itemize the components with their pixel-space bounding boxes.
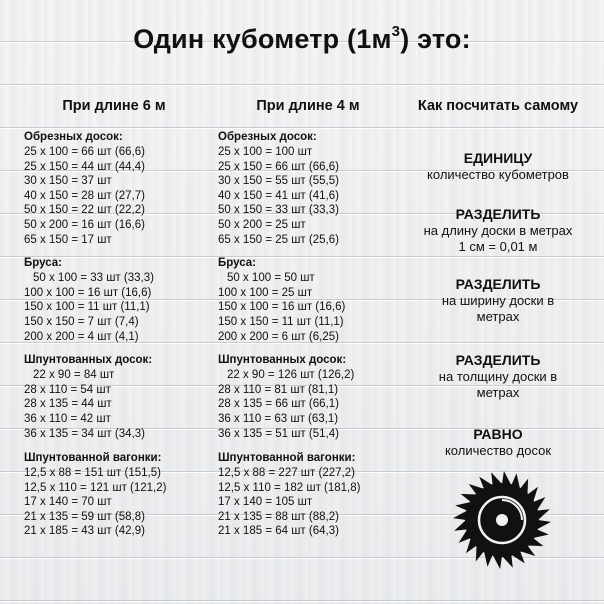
step-unit bbox=[400, 150, 596, 183]
list-item: 36 x 135 = 34 шт (34,3) bbox=[24, 427, 145, 440]
list-item: 12,5 x 110 = 182 шт (181,8) bbox=[218, 481, 361, 494]
list-item: 36 x 110 = 42 шт bbox=[24, 412, 111, 425]
step-text: количество кубометров bbox=[427, 167, 569, 182]
list-item: 50 x 100 = 33 шт (33,3) bbox=[33, 272, 154, 285]
list-item: 150 x 150 = 11 шт (11,1) bbox=[218, 315, 344, 328]
section-title: Шпунтованной вагонки: bbox=[218, 452, 356, 465]
list-item: 22 x 90 = 84 шт bbox=[33, 369, 115, 382]
section-title: Бруса: bbox=[24, 257, 63, 270]
section-title: Обрезных досок: bbox=[24, 131, 123, 143]
list-item: 12,5 x 88 = 151 шт (151,5) bbox=[24, 467, 161, 480]
list-item: 50 x 150 = 22 шт (22,2) bbox=[24, 204, 145, 217]
title-end: ) это: bbox=[400, 24, 471, 54]
list-item: 21 x 135 = 88 шт (88,2) bbox=[218, 510, 339, 523]
list-item: 17 x 140 = 105 шт bbox=[218, 496, 313, 509]
circular-saw-blade-icon bbox=[452, 470, 552, 570]
section-tongue-groove-boards bbox=[24, 353, 214, 441]
section-title: Обрезных досок: bbox=[218, 131, 317, 143]
list-item: 100 x 100 = 25 шт bbox=[218, 286, 313, 299]
list-item: 150 x 150 = 7 шт (7,4) bbox=[24, 315, 139, 328]
list-item: 50 x 150 = 33 шт (33,3) bbox=[218, 204, 339, 217]
list-item: 40 x 150 = 28 шт (27,7) bbox=[24, 189, 145, 202]
column-length-4m bbox=[218, 98, 408, 539]
step-divide-thickness bbox=[400, 352, 596, 401]
list-item: 30 x 150 = 55 шт (55,5) bbox=[218, 175, 339, 188]
list-item: 50 x 100 = 50 шт bbox=[227, 272, 315, 285]
list-item: 150 x 100 = 11 шт (11,1) bbox=[24, 301, 150, 314]
list-item: 22 x 90 = 126 шт (126,2) bbox=[227, 369, 355, 382]
step-equals bbox=[400, 426, 596, 459]
column-heading: При длине 6 м bbox=[62, 98, 166, 114]
list-item: 21 x 185 = 43 шт (42,9) bbox=[24, 525, 145, 538]
list-item: 200 x 200 = 4 шт (4,1) bbox=[24, 330, 139, 343]
step-title: РАЗДЕЛИТЬ bbox=[455, 276, 541, 292]
step-text: метрах bbox=[476, 309, 520, 324]
column-length-6m bbox=[24, 98, 214, 539]
list-item: 65 x 150 = 17 шт bbox=[24, 233, 112, 246]
list-item: 40 x 150 = 41 шт (41,6) bbox=[218, 189, 339, 202]
list-item: 36 x 110 = 63 шт (63,1) bbox=[218, 412, 339, 425]
list-item: 36 x 135 = 51 шт (51,4) bbox=[218, 427, 339, 440]
list-item: 28 x 135 = 66 шт (66,1) bbox=[218, 398, 339, 411]
section-title: Шпунтованной вагонки: bbox=[24, 452, 162, 465]
list-item: 28 x 110 = 54 шт bbox=[24, 383, 111, 396]
step-divide-width bbox=[400, 276, 596, 325]
step-text: на толщину доски в bbox=[438, 369, 558, 384]
section-edged-boards bbox=[24, 130, 214, 247]
step-text: 1 см = 0,01 м bbox=[458, 239, 538, 254]
list-item: 65 x 150 = 25 шт (25,6) bbox=[218, 233, 339, 246]
step-divide-length bbox=[400, 206, 596, 255]
list-item: 100 x 100 = 16 шт (16,6) bbox=[24, 286, 152, 299]
list-item: 200 x 200 = 6 шт (6,25) bbox=[218, 330, 339, 343]
step-title: РАЗДЕЛИТЬ bbox=[455, 352, 541, 368]
section-tongue-groove-boards bbox=[218, 353, 408, 441]
list-item: 12,5 x 88 = 227 шт (227,2) bbox=[218, 467, 355, 480]
step-title: РАВНО bbox=[473, 426, 523, 442]
list-item: 50 x 200 = 16 шт (16,6) bbox=[24, 218, 145, 231]
list-item: 50 x 200 = 25 шт bbox=[218, 218, 306, 231]
list-item: 21 x 185 = 64 шт (64,3) bbox=[218, 525, 339, 538]
step-title: РАЗДЕЛИТЬ bbox=[455, 206, 541, 222]
section-title: Шпунтованных досок: bbox=[218, 354, 347, 367]
section-lining bbox=[24, 451, 214, 539]
column-heading: Как посчитать самому bbox=[417, 98, 579, 114]
section-beams bbox=[218, 256, 408, 344]
column-heading: При длине 4 м bbox=[256, 98, 360, 114]
list-item: 21 x 135 = 59 шт (58,8) bbox=[24, 510, 145, 523]
list-item: 25 x 100 = 66 шт (66,6) bbox=[24, 146, 145, 158]
list-item: 28 x 110 = 81 шт (81,1) bbox=[218, 383, 339, 396]
section-title: Шпунтованных досок: bbox=[24, 354, 153, 367]
section-title: Бруса: bbox=[218, 257, 257, 270]
page-title bbox=[0, 24, 604, 55]
step-title: ЕДИНИЦУ bbox=[463, 150, 533, 166]
step-text: количество досок bbox=[444, 443, 552, 458]
step-text: на длину доски в метрах bbox=[423, 223, 573, 238]
section-beams bbox=[24, 256, 214, 344]
section-lining bbox=[218, 451, 408, 539]
list-item: 17 x 140 = 70 шт bbox=[24, 496, 112, 509]
list-item: 150 x 100 = 16 шт (16,6) bbox=[218, 301, 346, 314]
list-item: 12,5 x 110 = 121 шт (121,2) bbox=[24, 481, 167, 494]
title-superscript: 3 bbox=[391, 23, 401, 40]
list-item: 25 x 150 = 44 шт (44,4) bbox=[24, 160, 145, 173]
step-text: метрах bbox=[476, 385, 520, 400]
list-item: 28 x 135 = 44 шт bbox=[24, 398, 112, 411]
list-item: 25 x 100 = 100 шт bbox=[218, 146, 313, 158]
section-edged-boards bbox=[218, 130, 408, 247]
title-main: Один кубометр (1м bbox=[133, 24, 392, 54]
list-item: 25 x 150 = 66 шт (66,6) bbox=[218, 160, 339, 173]
step-text: на ширину доски в bbox=[441, 293, 555, 308]
list-item: 30 x 150 = 37 шт bbox=[24, 175, 112, 188]
